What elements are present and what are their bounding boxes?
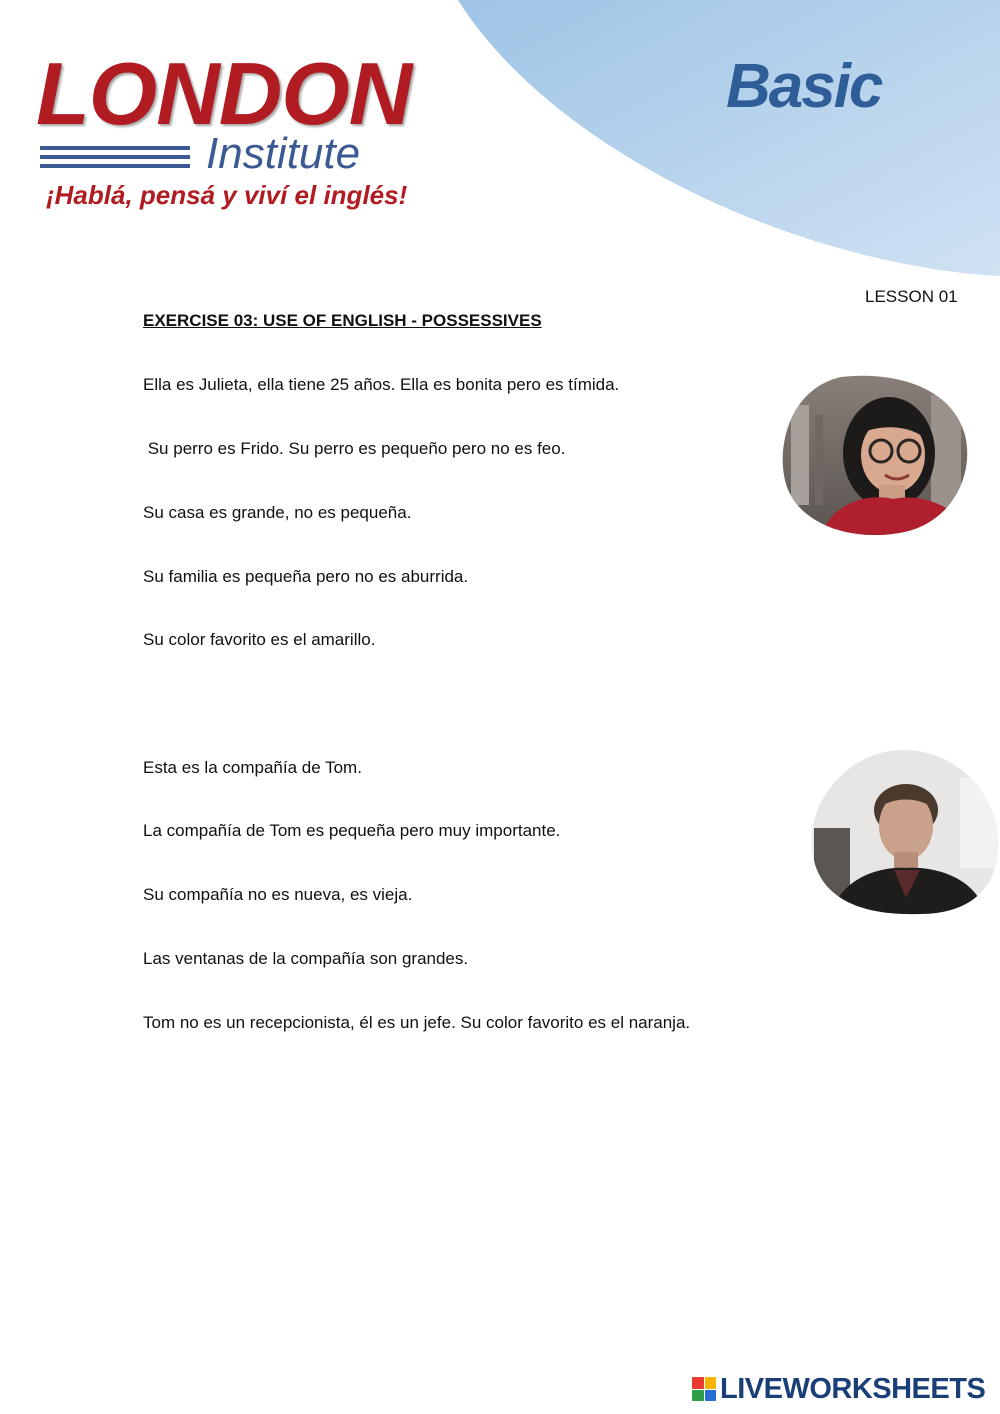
julieta-sentence: Su color favorito es el amarillo.: [143, 630, 376, 649]
level-label: Basic: [726, 52, 882, 121]
julieta-sentence: Su familia es pequeña pero no es aburrida.: [143, 567, 469, 586]
julieta-photo: [781, 375, 969, 537]
liveworksheets-logo-icon: [692, 1377, 716, 1401]
tom-sentence: La compañía de Tom es pequeña pero muy importante.: [143, 821, 561, 840]
logo-slogan: ¡Hablá, pensá y viví el inglés!: [46, 180, 408, 210]
logo-stripes: [40, 146, 190, 173]
julieta-sentence: Su perro es Frido. Su perro es pequeño pero no es feo.: [143, 439, 566, 458]
liveworksheets-watermark: [692, 1372, 985, 1406]
london-institute-logo: [36, 44, 416, 220]
watermark-text: LIVEWORKSHEETS: [720, 1373, 986, 1405]
logo-subtitle: Institute: [206, 129, 361, 178]
tom-sentence: Esta es la compañía de Tom.: [143, 758, 362, 777]
logo-title: LONDON: [36, 44, 412, 143]
tom-sentence: Las ventanas de la compañía son grandes.: [143, 949, 469, 968]
exercise-title: EXERCISE 03: USE OF ENGLISH - POSSESSIVES: [143, 311, 542, 330]
tom-photo: [810, 748, 1000, 916]
julieta-sentence: Ella es Julieta, ella tiene 25 años. Ella es bonita pero es tímida.: [143, 375, 620, 394]
tom-sentence: Su compañía no es nueva, es vieja.: [143, 885, 413, 904]
julieta-sentence: Su casa es grande, no es pequeña.: [143, 503, 412, 522]
lesson-label: LESSON 01: [865, 287, 958, 306]
tom-sentence: Tom no es un recepcionista, él es un jefe. Su color favorito es el naranja.: [143, 1013, 691, 1032]
